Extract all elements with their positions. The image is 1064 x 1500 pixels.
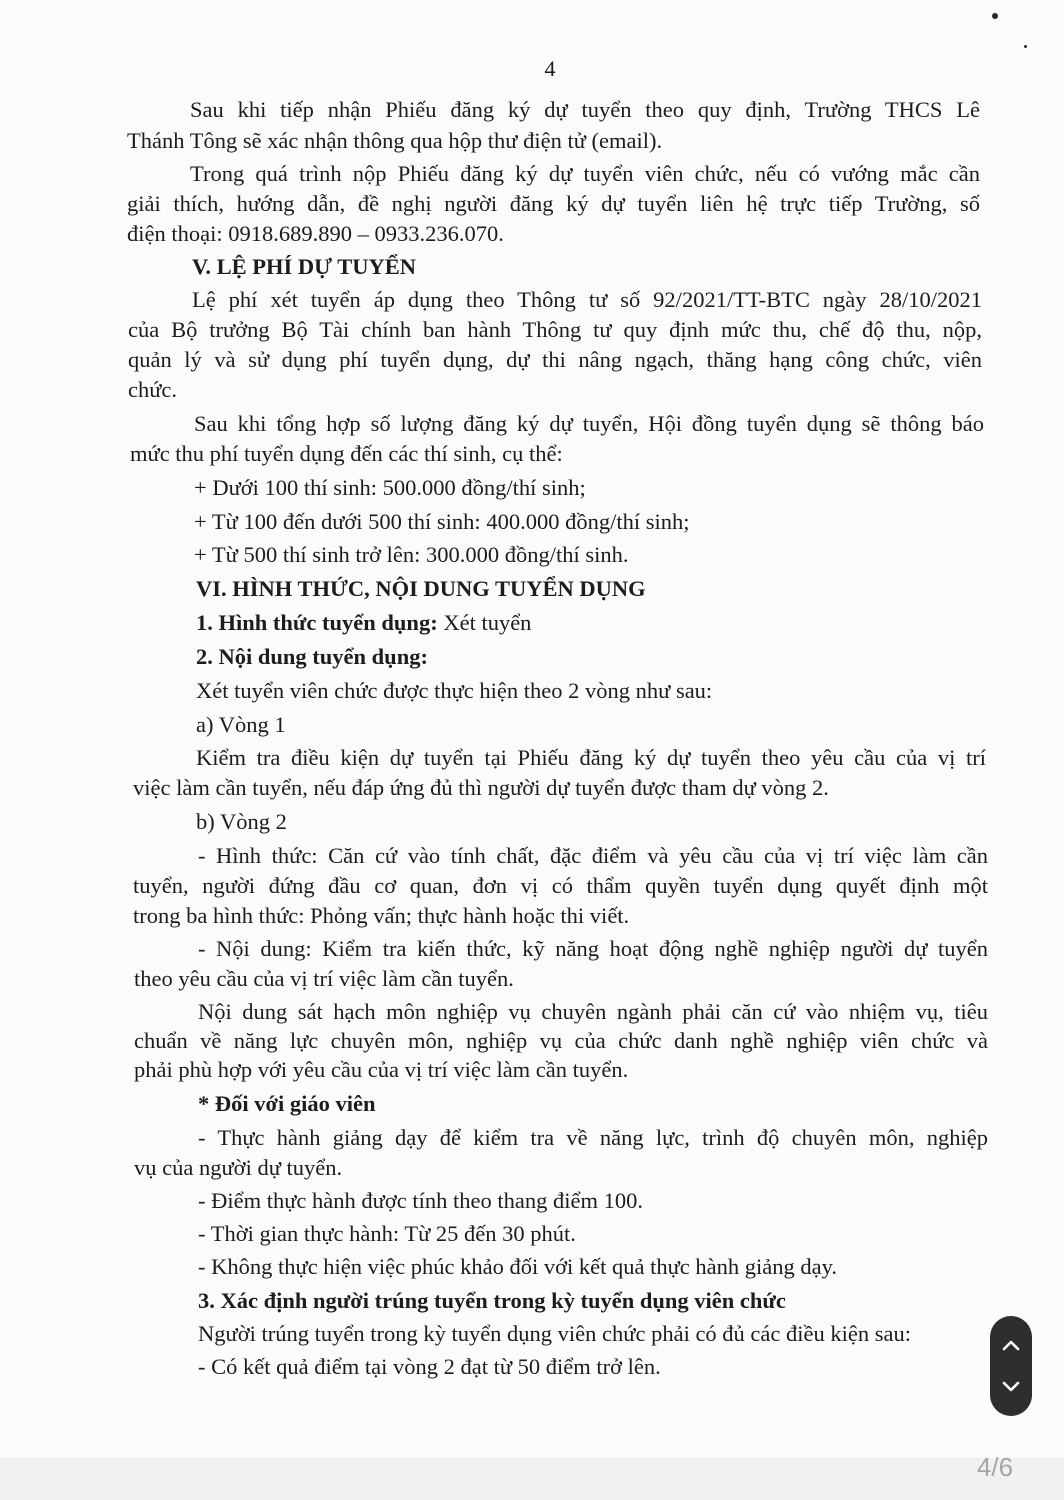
list-item: + Từ 100 đến dưới 500 thí sinh: 400.000 đồng/thí sinh; (194, 509, 690, 534)
viewer-bottom-bar (0, 1458, 1064, 1500)
text-line: của Bộ trưởng Bộ Tài chính ban hành Thông tư quy định mức thu, chế độ thu, nộp, (128, 317, 982, 342)
text-line: việc làm cần tuyển, nếu đáp ứng đủ thì người dự tuyển được tham dự vòng 2. (133, 775, 829, 800)
subsection-heading: * Đối với giáo viên (198, 1091, 376, 1116)
text-line: - Không thực hiện việc phúc khảo đối với kết quả thực hành giảng dạy. (198, 1254, 838, 1279)
section-heading: V. LỆ PHÍ DỰ TUYỂN (192, 254, 417, 279)
text-line: quản lý và sử dụng phí tuyển dụng, dự thi nâng ngạch, thăng hạng công chức, viên (128, 347, 982, 372)
text-line: Kiểm tra điều kiện dự tuyển tại Phiếu đăng ký dự tuyển theo yêu cầu của vị trí (196, 745, 986, 770)
text-line: Sau khi tiếp nhận Phiếu đăng ký dự tuyển theo quy định, Trường THCS Lê (190, 97, 980, 122)
subsection-heading: 3. Xác định người trúng tuyển trong kỳ tuyển dụng viên chức (198, 1288, 786, 1313)
text-line: vụ của người dự tuyển. (134, 1155, 343, 1180)
text-line: - Hình thức: Căn cứ vào tính chất, đặc điểm và yêu cầu của vị trí việc làm cần (198, 843, 988, 868)
text-line: phải phù hợp với yêu cầu của vị trí việc làm cần tuyển. (134, 1057, 629, 1082)
text-line: Thánh Tông sẽ xác nhận thông qua hộp thư điện tử (email). (127, 128, 663, 153)
text-line: mức thu phí tuyển dụng đến các thí sinh, cụ thể: (130, 441, 563, 466)
text-line: trong ba hình thức: Phỏng vấn; thực hành hoặc thi viết. (133, 903, 630, 928)
chevron-up-icon (1001, 1338, 1021, 1352)
page-nav-control (990, 1316, 1032, 1416)
text-line: chức. (128, 377, 178, 402)
section-heading: VI. HÌNH THỨC, NỘI DUNG TUYỂN DỤNG (196, 576, 646, 601)
text-line: Lệ phí xét tuyển áp dụng theo Thông tư số 92/2021/TT-BTC ngày 28/10/2021 (192, 287, 982, 312)
subsection-heading: 1. Hình thức tuyển dụng: (196, 610, 438, 635)
subsection-line (196, 609, 531, 637)
previous-page-button[interactable] (990, 1324, 1032, 1366)
page-indicator: 4/6 (976, 1452, 1014, 1482)
list-item: + Từ 500 thí sinh trở lên: 300.000 đồng/thí sinh. (194, 542, 629, 567)
next-page-button[interactable] (990, 1366, 1032, 1408)
text-line: Sau khi tổng hợp số lượng đăng ký dự tuyển, Hội đồng tuyển dụng sẽ thông báo (194, 411, 984, 436)
text-line: a) Vòng 1 (196, 712, 286, 737)
text-line: giải thích, hướng dẫn, đề nghị người đăng ký dự tuyển liên hệ trực tiếp Trường, số (127, 191, 980, 216)
subsection-value: Xét tuyển (437, 610, 532, 635)
text-line: Xét tuyển viên chức được thực hiện theo 2 vòng như sau: (196, 678, 713, 703)
text-line: b) Vòng 2 (196, 809, 287, 834)
text-line: Trong quá trình nộp Phiếu đăng ký dự tuyển viên chức, nếu có vướng mắc cần (190, 161, 980, 186)
text-line: tuyển, người đứng đầu cơ quan, đơn vị có thẩm quyền tuyển dụng quyết định một (133, 873, 988, 898)
text-line: theo yêu cầu của vị trí việc làm cần tuyển. (134, 966, 514, 991)
text-line: Người trúng tuyển trong kỳ tuyển dụng viên chức phải có đủ các điều kiện sau: (198, 1321, 911, 1346)
text-line: Nội dung sát hạch môn nghiệp vụ chuyên ngành phải căn cứ vào nhiệm vụ, tiêu (198, 999, 988, 1024)
text-line: - Thời gian thực hành: Từ 25 đến 30 phút. (198, 1221, 576, 1246)
page-number: 4 (544, 56, 556, 81)
subsection-heading: 2. Nội dung tuyển dụng: (196, 644, 428, 669)
text-line: điện thoại: 0918.689.890 – 0933.236.070. (127, 221, 504, 246)
chevron-down-icon (1001, 1380, 1021, 1394)
text-line: - Có kết quả điểm tại vòng 2 đạt từ 50 điểm trở lên. (198, 1354, 661, 1379)
text-line: chuẩn về năng lực chuyên môn, nghiệp vụ của chức danh nghề nghiệp viên chức và (134, 1028, 988, 1053)
text-line: - Điểm thực hành được tính theo thang điểm 100. (198, 1188, 643, 1213)
list-item: + Dưới 100 thí sinh: 500.000 đồng/thí sinh; (194, 475, 586, 500)
text-line: - Thực hành giảng dạy để kiểm tra về năng lực, trình độ chuyên môn, nghiệp (198, 1125, 988, 1150)
text-line: - Nội dung: Kiểm tra kiến thức, kỹ năng hoạt động nghề nghiệp người dự tuyển (198, 936, 988, 961)
